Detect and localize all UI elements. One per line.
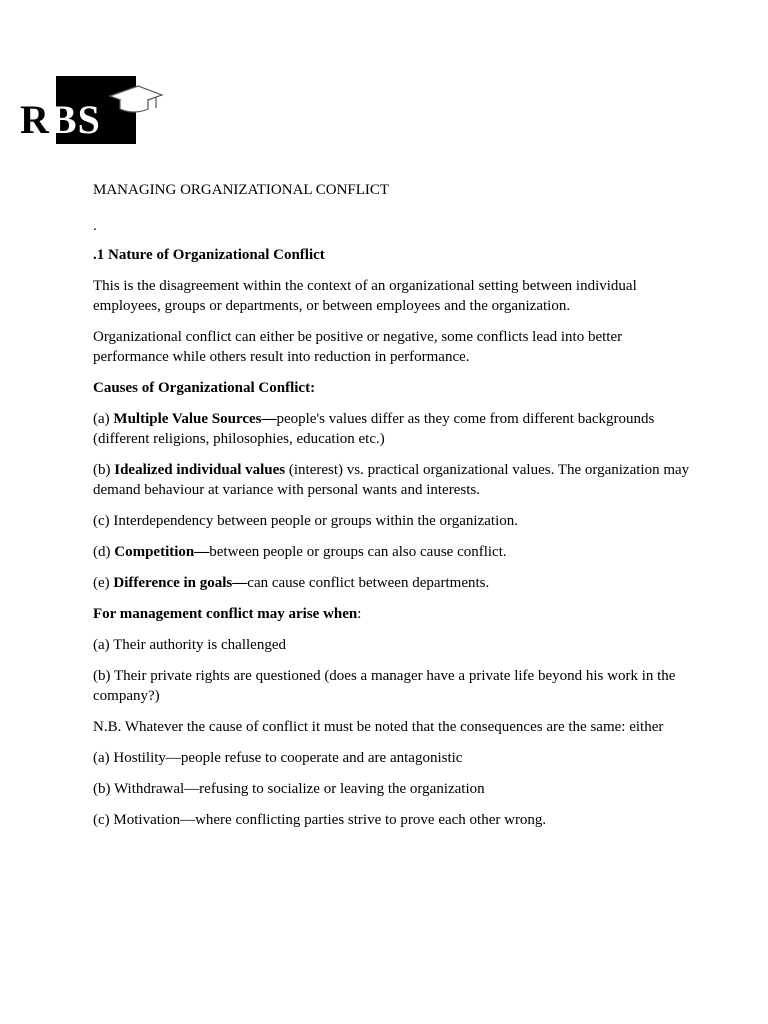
cause-a-text: people's values differ as they come from different backgrounds (different religions, philosophies, education etc.)	[93, 411, 655, 447]
cause-a-bold: Multiple Value Sources—	[113, 411, 277, 427]
logo-letter-r: R	[20, 97, 50, 142]
page-title: MANAGING ORGANIZATIONAL CONFLICT	[93, 182, 390, 198]
management-b: (b) Their private rights are questioned (does a manager have a private life beyond his work in the company?)	[93, 668, 676, 704]
management-a: (a) Their authority is challenged	[93, 637, 286, 653]
logo-letters-bs: BS	[49, 97, 101, 142]
cause-e-text: can cause conflict between departments.	[247, 575, 490, 591]
cause-b-prefix: (b)	[93, 462, 115, 478]
cause-e	[93, 573, 693, 593]
causes-heading: Causes of Organizational Conflict:	[93, 380, 316, 396]
cause-d-bold: Competition—	[114, 544, 210, 560]
consequence-c: (c) Motivation—where conflicting parties strive to prove each other wrong.	[93, 812, 547, 828]
nb-paragraph: N.B. Whatever the cause of conflict it must be noted that the consequences are the same: either	[93, 719, 664, 735]
positive-negative-paragraph: Organizational conflict can either be positive or negative, some conflicts lead into better performance while others result into reduction in performance.	[93, 329, 623, 365]
logo-text	[20, 98, 101, 142]
cause-e-prefix: (e)	[93, 575, 114, 591]
stray-dot: .	[93, 218, 97, 234]
cause-b-text: (interest) vs. practical organizational values. The organization may demand behaviour at variance with personal wants and interests.	[93, 462, 690, 498]
management-heading-bold: For management conflict may arise when	[93, 606, 358, 622]
graduation-cap-icon	[104, 84, 164, 118]
management-heading	[93, 604, 693, 624]
cause-b-bold: Idealized individual values	[114, 462, 286, 478]
cause-d-prefix: (d)	[93, 544, 115, 560]
cause-b	[93, 460, 693, 500]
section-heading: .1 Nature of Organizational Conflict	[93, 247, 325, 263]
management-heading-colon: :	[357, 606, 362, 622]
cause-e-bold: Difference in goals—	[113, 575, 248, 591]
document-body	[93, 180, 693, 841]
cause-a	[93, 409, 693, 449]
rbs-logo	[20, 76, 144, 146]
cause-d-text: between people or groups can also cause conflict.	[209, 544, 507, 560]
cause-c: (c) Interdependency between people or groups within the organization.	[93, 513, 518, 529]
cause-a-prefix: (a)	[93, 411, 114, 427]
definition-paragraph: This is the disagreement within the context of an organizational setting between individual employees, groups or departments, or between employees and the organization.	[93, 278, 637, 314]
consequence-b: (b) Withdrawal—refusing to socialize or leaving the organization	[93, 781, 485, 797]
consequence-a: (a) Hostility—people refuse to cooperate and are antagonistic	[93, 750, 463, 766]
cause-d	[93, 542, 693, 562]
